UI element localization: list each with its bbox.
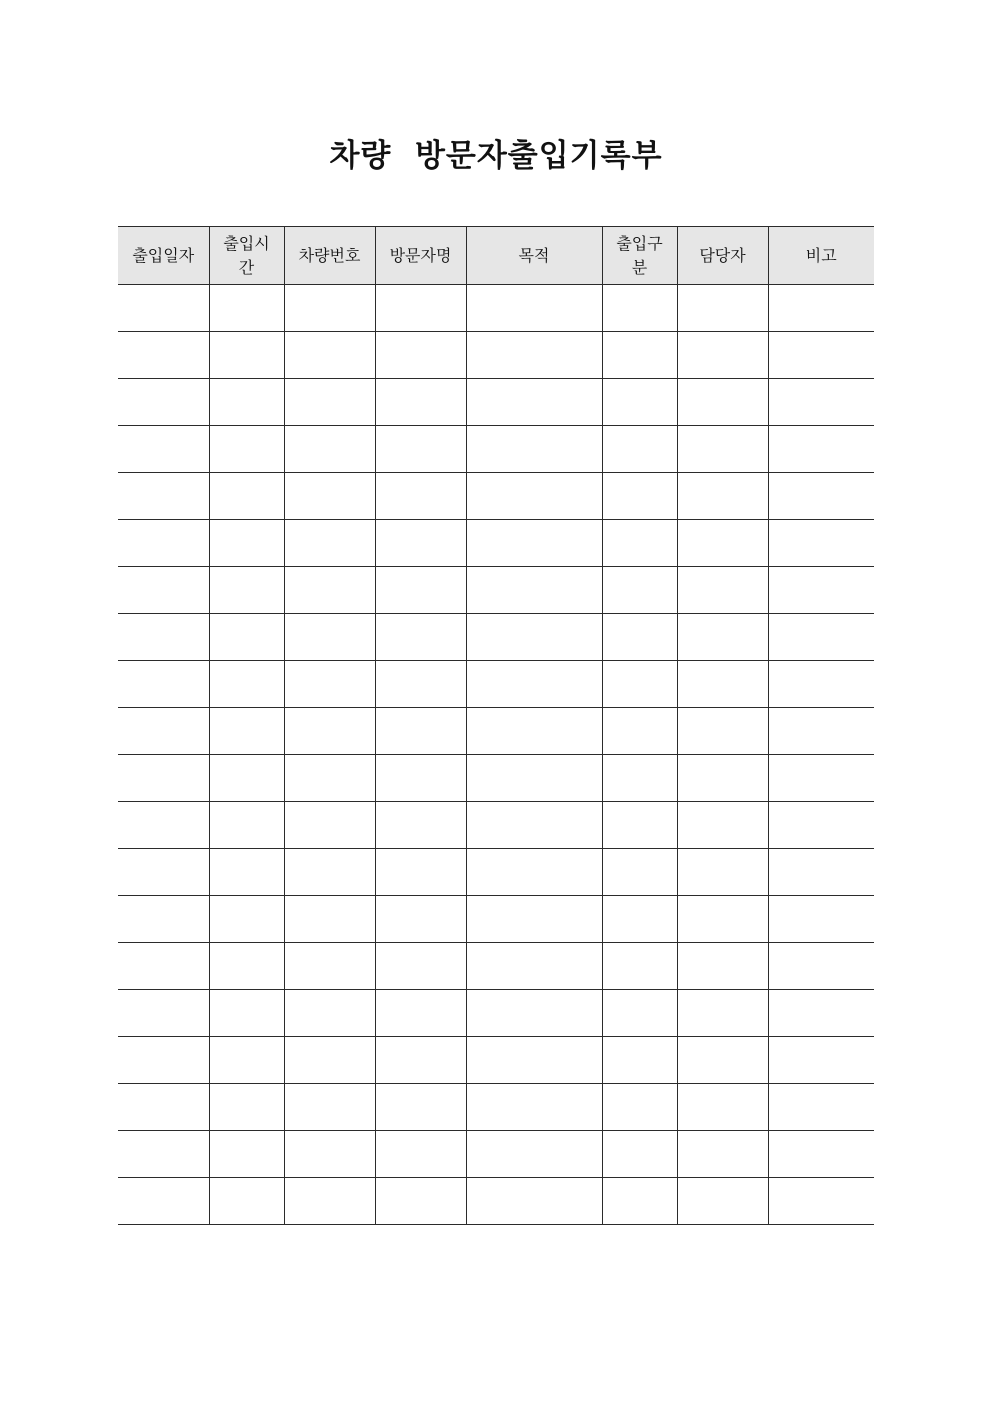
table-cell [284, 755, 375, 802]
table-cell [768, 661, 874, 708]
table-cell [768, 802, 874, 849]
table-cell [284, 802, 375, 849]
table-cell [602, 896, 677, 943]
table-cell [768, 1178, 874, 1225]
table-cell [768, 1084, 874, 1131]
table-cell [602, 1131, 677, 1178]
table-cell [284, 896, 375, 943]
table-cell [284, 520, 375, 567]
table-cell [209, 802, 284, 849]
table-cell [677, 1037, 768, 1084]
table-cell [118, 849, 209, 896]
table-cell [375, 849, 466, 896]
table-cell [602, 661, 677, 708]
table-row [118, 661, 874, 708]
table-cell [466, 849, 602, 896]
table-cell [375, 285, 466, 332]
table-cell [602, 285, 677, 332]
table-cell [677, 426, 768, 473]
table-row [118, 896, 874, 943]
table-cell [466, 802, 602, 849]
table-cell [375, 802, 466, 849]
table-cell [209, 473, 284, 520]
header-person-in-charge: 담당자 [677, 227, 768, 285]
table-cell [768, 379, 874, 426]
table-cell [466, 285, 602, 332]
table-cell [602, 473, 677, 520]
table-cell [209, 1131, 284, 1178]
table-cell [768, 520, 874, 567]
header-purpose: 목적 [466, 227, 602, 285]
header-row [118, 227, 874, 285]
table-cell [466, 943, 602, 990]
table-cell [375, 567, 466, 614]
table-row [118, 1131, 874, 1178]
table-cell [118, 661, 209, 708]
visitor-log-table [118, 226, 874, 1225]
table-row [118, 802, 874, 849]
table-cell [284, 614, 375, 661]
table-cell [209, 567, 284, 614]
table-row [118, 1178, 874, 1225]
table-row [118, 943, 874, 990]
table-cell [602, 1178, 677, 1225]
table-row [118, 1084, 874, 1131]
table-cell [118, 990, 209, 1037]
table-cell [466, 1084, 602, 1131]
table-cell [284, 426, 375, 473]
table-cell [118, 755, 209, 802]
table-cell [118, 1131, 209, 1178]
table-cell [768, 1131, 874, 1178]
table-cell [602, 943, 677, 990]
table-cell [284, 332, 375, 379]
table-row [118, 567, 874, 614]
table-cell [118, 379, 209, 426]
table-cell [602, 802, 677, 849]
table-cell [677, 896, 768, 943]
table-cell [466, 520, 602, 567]
table-cell [768, 614, 874, 661]
table-cell [284, 990, 375, 1037]
table-cell [466, 614, 602, 661]
table-cell [677, 708, 768, 755]
table-cell [466, 473, 602, 520]
table-cell [284, 1131, 375, 1178]
table-row [118, 332, 874, 379]
header-vehicle-number: 차량번호 [284, 227, 375, 285]
table-cell [602, 1037, 677, 1084]
table-cell [209, 896, 284, 943]
table-cell [677, 379, 768, 426]
table-cell [375, 661, 466, 708]
table-cell [375, 379, 466, 426]
table-cell [768, 473, 874, 520]
table-cell [466, 708, 602, 755]
table-row [118, 379, 874, 426]
table-cell [375, 755, 466, 802]
table-cell [466, 1037, 602, 1084]
table-cell [466, 755, 602, 802]
table-cell [209, 849, 284, 896]
table-cell [118, 332, 209, 379]
table-cell [118, 1084, 209, 1131]
table-cell [375, 708, 466, 755]
table-cell [768, 990, 874, 1037]
table-cell [466, 661, 602, 708]
table-cell [466, 990, 602, 1037]
table-cell [284, 379, 375, 426]
table-cell [768, 567, 874, 614]
table-cell [209, 285, 284, 332]
table-cell [677, 614, 768, 661]
header-entry-time: 출입시 간 [209, 227, 284, 285]
table-cell [768, 708, 874, 755]
table-cell [209, 1037, 284, 1084]
table-cell [284, 1178, 375, 1225]
table-cell [209, 614, 284, 661]
table-cell [118, 567, 209, 614]
table-cell [466, 426, 602, 473]
table-cell [602, 849, 677, 896]
table-cell [602, 426, 677, 473]
table-cell [768, 849, 874, 896]
table-cell [375, 332, 466, 379]
table-row [118, 708, 874, 755]
table-cell [118, 802, 209, 849]
table-cell [118, 614, 209, 661]
header-visitor-name: 방문자명 [375, 227, 466, 285]
table-cell [466, 1131, 602, 1178]
table-cell [768, 1037, 874, 1084]
table-cell [768, 332, 874, 379]
table-row [118, 426, 874, 473]
table-cell [677, 849, 768, 896]
table-cell [118, 943, 209, 990]
table-cell [375, 614, 466, 661]
table-cell [677, 1178, 768, 1225]
table-cell [466, 379, 602, 426]
table-row [118, 1037, 874, 1084]
table-cell [602, 520, 677, 567]
table-cell [209, 1084, 284, 1131]
table-cell [602, 990, 677, 1037]
table-cell [209, 708, 284, 755]
table-cell [677, 661, 768, 708]
table-row [118, 285, 874, 332]
table-cell [602, 708, 677, 755]
table-cell [118, 520, 209, 567]
table-cell [284, 1037, 375, 1084]
table-cell [602, 567, 677, 614]
header-entry-date: 출입일자 [118, 227, 209, 285]
table-cell [375, 426, 466, 473]
table-cell [118, 473, 209, 520]
table-cell [284, 285, 375, 332]
table-cell [677, 755, 768, 802]
table-cell [118, 1037, 209, 1084]
table-cell [677, 1131, 768, 1178]
table-cell [209, 332, 284, 379]
table-cell [677, 802, 768, 849]
table-cell [602, 379, 677, 426]
table-cell [677, 520, 768, 567]
table-cell [375, 1178, 466, 1225]
table-cell [209, 426, 284, 473]
table-cell [375, 990, 466, 1037]
table-cell [284, 849, 375, 896]
table-cell [768, 896, 874, 943]
table-row [118, 520, 874, 567]
table-cell [677, 990, 768, 1037]
table-cell [677, 332, 768, 379]
table-cell [677, 285, 768, 332]
table-row [118, 614, 874, 661]
table-cell [209, 520, 284, 567]
table-cell [602, 332, 677, 379]
table-row [118, 849, 874, 896]
table-cell [375, 896, 466, 943]
table-cell [118, 426, 209, 473]
table-cell [602, 614, 677, 661]
table-cell [118, 1178, 209, 1225]
header-entry-type: 출입구 분 [602, 227, 677, 285]
table-cell [466, 567, 602, 614]
table-cell [118, 285, 209, 332]
table-cell [284, 943, 375, 990]
table-cell [768, 285, 874, 332]
table-cell [677, 1084, 768, 1131]
table-cell [284, 708, 375, 755]
table-cell [677, 473, 768, 520]
table-cell [466, 896, 602, 943]
header-remarks: 비고 [768, 227, 874, 285]
table-cell [209, 755, 284, 802]
table-cell [768, 943, 874, 990]
table-cell [677, 943, 768, 990]
table-cell [375, 1037, 466, 1084]
table-cell [768, 755, 874, 802]
table-cell [768, 426, 874, 473]
table-cell [375, 943, 466, 990]
table-row [118, 990, 874, 1037]
table-body [118, 285, 874, 1225]
table-cell [602, 755, 677, 802]
table-cell [209, 990, 284, 1037]
table-cell [466, 332, 602, 379]
table-cell [375, 520, 466, 567]
table-cell [677, 567, 768, 614]
table-cell [375, 473, 466, 520]
table-cell [209, 1178, 284, 1225]
table-cell [118, 708, 209, 755]
table-cell [284, 1084, 375, 1131]
document-title: 차량 방문자출입기록부 [329, 138, 663, 174]
table-cell [209, 379, 284, 426]
table-cell [209, 943, 284, 990]
table-cell [375, 1131, 466, 1178]
table-cell [118, 896, 209, 943]
table-cell [284, 661, 375, 708]
table-row [118, 755, 874, 802]
table-row [118, 473, 874, 520]
table-cell [284, 473, 375, 520]
table-cell [209, 661, 284, 708]
table-cell [375, 1084, 466, 1131]
table-cell [284, 567, 375, 614]
table-cell [602, 1084, 677, 1131]
table-cell [466, 1178, 602, 1225]
